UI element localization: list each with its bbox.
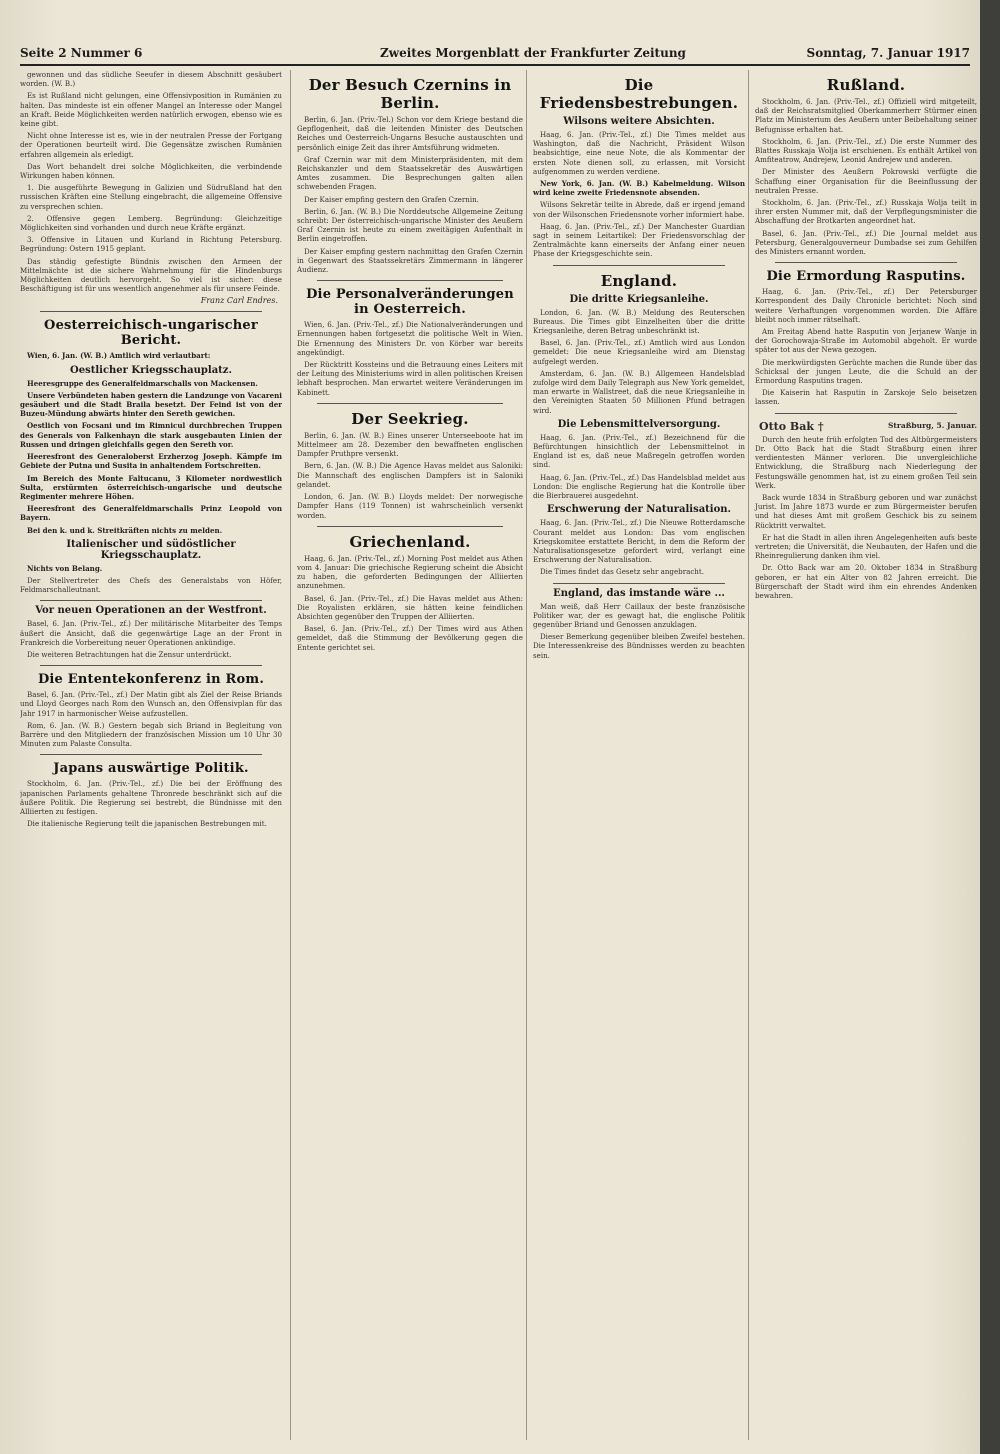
author-signature: Franz Carl Endres.: [200, 296, 278, 306]
headline-rasputin-murder: Die Ermordung Rasputins.: [766, 269, 966, 285]
paragraph: Haag, 6. Jan. (Priv.-Tel., zf.) Der Petersburger Korrespondent des Daily Chronicle berichtet: Noch sind weitere Verhaftungen vorgenommen worden. Die Affäre bleibt noch immer rätselhaft.: [755, 287, 977, 324]
paragraph: Berlin, 6. Jan. (W. B.) Die Norddeutsche Allgemeine Zeitung schreibt: Der österreichisch-ungarische Minister des Aeußern Graf Czernin ist heute zu einem zweitägigen Aufenthalt in Berlin eingetroffen.: [297, 206, 523, 244]
paragraph: Haag, 6. Jan. (Priv.-Tel., zf.) Das Handelsblad meldet aus London: Die englische Regierung hat die Kontrolle über die Bierbrauerei ausgedehnt.: [533, 472, 745, 501]
paragraph: Die weiteren Betrachtungen hat die Zensur unterdrückt.: [27, 649, 232, 659]
paragraph: Haag, 6. Jan. (Priv.-Tel., zf.) Die Times meldet aus Washington, daß die Nachricht, Präsident Wilson beabsichtige, eine neue Note, die als Kommentar der ersten Note dienen soll, zu erlassen, mit Vorsicht aufgenommen zu werden verdiene.: [533, 130, 745, 176]
paragraph: Haag, 6. Jan. (Priv.-Tel., zf.) Der Manchester Guardian sagt in seinem Leitartikel: Der Friedensvorschlag der Zentralmächte kann einerseits der Anfang einer neuen Phase der Kriegsgeschichte sein.: [533, 221, 745, 259]
paragraph: Amsterdam, 6. Jan. (W. B.) Allgemeen Handelsblad zufolge wird dem Daily Telegraph aus New York gemeldet, man erwarte in Wallstreet, daß die neue Kriegsanleihe in den Vereinigten Staaten 50 Millionen Pfund betragen wird.: [533, 368, 745, 415]
paragraph: Wien, 6. Jan. (Priv.-Tel., zf.) Die Nationalveränderungen und Ernennungen haben fortgesetzt die politische Welt in Wien. Die Ernennung des Ministers Dr. von Körber war bereits angekündigt.: [297, 320, 523, 357]
paragraph: Wien, 6. Jan. (W. B.) Amtlich wird verlautbart:: [27, 351, 211, 361]
headline-peace-efforts: Die Friedensbestrebungen.: [539, 76, 739, 112]
paragraph: Stockholm, 6. Jan. (Priv.-Tel., zf.) Die erste Nummer des Blattes Russkaja Wolja ist erschienen. Es enthält Artikel von Amfiteatrow, Andrejew, Leonid Andrejew und anderen.: [755, 136, 977, 165]
paragraph: Der Kaiser empfing gestern nachmittag den Grafen Czernin in Gegenwart des Staatssekretärs Zimmermann in längerer Audienz.: [297, 246, 523, 275]
paragraph: Im Bereich des Monte Faltucanu, 3 Kilometer nordwestlich Sulta, erstürmten österreichisch-ungarische und deutsche Regimenter mehrere Höhen.: [20, 473, 282, 501]
paragraph: New York, 6. Jan. (W. B.) Kabelmeldung. Wilson wird keine zweite Friedensnote absenden.: [533, 179, 745, 198]
paragraph: Nichts von Belang.: [27, 563, 103, 573]
paragraph: Das ständig gefestigte Bündnis zwischen den Armeen der Mittelmächte ist die sichere Wahrnehmung für die Hindenburgs Möglichkeiten deutlich hervorgeht. So viel ist sicher: diese Beschäftigung ist für uns wesentlich angenehmer als für unsere Feinde.: [20, 256, 282, 294]
paragraph: Es ist Rußland nicht gelungen, eine Offensivposition in Rumänien zu halten. Das mindeste ist ein offener Mangel an Interesse oder Mangel an Kraft. Beide Möglichkeiten werden natürlich erwogen, ebenso wie es keine gibt.: [20, 91, 282, 129]
masthead: [20, 44, 970, 66]
paragraph: Oestlich von Focsani und im Rimnicul durchbrechen Truppen des Generals von Falkenhayn die stark ausgebauten Linien der Russen und dringen gleichfalls gegen den Sereth vor.: [20, 421, 282, 449]
divider: [775, 413, 957, 414]
headline-england: England.: [600, 271, 678, 290]
paragraph: 2. Offensive gegen Lemberg. Begründung: Gleichzeitige Möglichkeiten sind vorhanden und durch neue Kräfte ergänzt.: [20, 213, 282, 233]
paragraph: Wilsons Sekretär teilte in Abrede, daß er irgend jemand von der Wilsonschen Friedensnote vorher informiert habe.: [533, 200, 745, 219]
headline-czernin-visit: Der Besuch Czernins in Berlin.: [308, 76, 512, 112]
subheadline-wilson: Wilsons weitere Absichten.: [563, 116, 715, 127]
column-4: [748, 70, 977, 1440]
headline-austria-report: Oesterreichisch-ungarischer Bericht.: [44, 318, 258, 349]
paragraph: gewonnen und das südliche Seeufer in diesem Abschnitt gesäubert worden. (W. B.): [20, 70, 282, 89]
divider: [40, 311, 262, 312]
subheadline-war-loan: Die dritte Kriegsanleihe.: [569, 293, 709, 305]
paragraph: Man weiß, daß Herr Caillaux der beste französische Politiker war, der es gewagt hat, die englische Politik gegenüber Briand und Genossen anzuklagen.: [533, 601, 745, 629]
divider: [40, 754, 262, 755]
paragraph: Der Kaiser empfing gestern den Grafen Czernin.: [304, 194, 479, 204]
paragraph: Basel, 6. Jan. (Priv.-Tel., zf.) Der Times wird aus Athen gemeldet, daß die Stimmung der Bevölkerung gegen die Entente gerichtet sei.: [297, 624, 523, 652]
paragraph: Haag, 6. Jan. (Priv.-Tel., zf.) Morning Post meldet aus Athen vom 4. Januar: Die griechische Regierung scheint die Absicht zu haben, die geforderten Bedingungen der Alliierten anzunehmen.: [297, 553, 523, 591]
paragraph: 1. Die ausgeführte Bewegung in Galizien und Südrußland hat den russischen Kräften eine Stellung eingebracht, die allgemeine Offensive zu versprechen schien.: [20, 183, 282, 211]
headline-russia: Rußland.: [826, 76, 906, 94]
headline-japan-policy: Japans auswärtige Politik.: [53, 761, 249, 777]
subheadline-naturalisation: Erschwerung der Naturalisation.: [546, 504, 732, 516]
paragraph: Rom, 6. Jan. (W. B.) Gestern begab sich Briand in Begleitung von Barrère und den Mitgliedern der französischen Mission um 10 Uhr 30 Minuten zum Palaste Consulta.: [20, 720, 282, 749]
paragraph: Die Kaiserin hat Rasputin in Zarskoje Selo beisetzen lassen.: [755, 388, 977, 407]
book-binding-edge: [980, 0, 1000, 1454]
subheadline-italian-front: Italienischer und südöstlicher Kriegsschauplatz.: [66, 538, 236, 561]
paragraph: Nicht ohne Interesse ist es, wie in der neutralen Presse der Fortgang der Operationen beurteilt wird. Die Gegensätze zwischen Rumänien erfahren allgemein als erledigt.: [20, 131, 282, 159]
paragraph: Durch den heute früh erfolgten Tod des Altbürgermeisters Dr. Otto Back hat die Stadt Straßburg einen ihrer verdientesten Männer verloren. Die unvergleichliche Entwicklung, die Straßburg nach Niederlegung der Festungswälle genommen hat, ist zu einem großen Teil sein Werk.: [755, 434, 977, 490]
headline-naval-war: Der Seekrieg.: [351, 409, 469, 428]
paragraph: Bern, 6. Jan. (W. B.) Die Agence Havas meldet aus Saloniki: Die Mannschaft des englischen Dampfers ist in Saloniki gelandet.: [297, 461, 523, 489]
divider: [775, 262, 957, 263]
paragraph: Stockholm, 6. Jan. (Priv.-Tel., zf.) Die bei der Eröffnung des japanischen Parlaments gehaltene Thronrede beschränkt sich auf die äußere Politik. Die Regierung sei bestrebt, die Bündnisse mit den Alliierten zu festigen.: [20, 779, 282, 816]
paragraph: Berlin, 6. Jan. (W. B.) Eines unserer Unterseeboote hat im Mittelmeer am 28. Dezember den bewaffneten englischen Dampfer Pruthpre versenkt.: [297, 430, 523, 459]
paragraph: London, 6. Jan. (W. B.) Meldung des Reuterschen Bureaus. Die Times gibt Einzelheiten über die dritte Kriegsanleihe, deren Betrag unbeschränkt ist.: [533, 307, 745, 336]
headline-entente-conference: Die Ententekonferenz in Rom.: [37, 672, 265, 688]
divider: [317, 526, 503, 527]
paragraph: Back wurde 1834 in Straßburg geboren und war zunächst Jurist. Im Jahre 1873 wurde er zum Bürgermeister berufen und hat dieses Amt mit großem Geschick bis zu seinem Rücktritt verwaltet.: [755, 492, 977, 530]
paragraph: Die italienische Regierung teilt die japanischen Bestrebungen mit.: [27, 819, 267, 829]
paragraph: Die Times findet das Gesetz sehr angebracht.: [540, 567, 704, 577]
column-1: [20, 70, 282, 1440]
paragraph: Stockholm, 6. Jan. (Priv.-Tel., zf.) Russkaja Wolja teilt in ihrer ersten Nummer mit, daß der Verpflegungsminister die Abschaffung der Brotkarten angeordnet hat.: [755, 198, 977, 226]
paragraph: Heeresfront des Generaloberst Erzherzog Joseph. Kämpfe im Gebiete der Putna und Susita in anhaltendem Fortschreiten.: [20, 452, 282, 471]
paragraph: London, 6. Jan. (W. B.) Lloyds meldet: Der norwegische Dampfer Hans (119 Tonnen) ist wahrscheinlich versenkt worden.: [297, 492, 523, 520]
paragraph: Basel, 6. Jan. (Priv.-Tel., zf.) Die Havas meldet aus Athen: Die Royalisten erklären, sie hätten keine feindlichen Absichten gegenüber den Truppen der Alliierten.: [297, 593, 523, 621]
obituary-name: Otto Bak: [759, 419, 814, 433]
masthead-page-number: Seite 2 Nummer 6: [20, 46, 143, 60]
divider: [40, 600, 262, 601]
subheadline-food-supply: Die Lebensmittelversorgung.: [557, 418, 721, 430]
paragraph: Stockholm, 6. Jan. (Priv.-Tel., zf.) Offiziell wird mitgeteilt, daß der Reichsratsmitglied Oberkammerherr Stürmer einen Platz im Ministerium des Aeußern unter Beibehaltung seiner Befugnisse erhalten hat.: [755, 97, 977, 134]
paragraph: Berlin, 6. Jan. (Priv.-Tel.) Schon vor dem Kriege bestand die Gepflogenheit, daß die leitenden Minister des Deutschen Reiches und Oesterreich-Ungarns Besuche austauschten und persönlich einige Zeit das ihrer Amtsführung widmeten.: [297, 115, 523, 152]
masthead-paper-title: Zweites Morgenblatt der Frankfurter Zeitung: [380, 46, 686, 60]
paragraph: Basel, 6. Jan. (Priv.-Tel., zf.) Der militärische Mitarbeiter des Temps äußert die Ansicht, daß die gegenwärtige Lage an der Front in Frankreich die Vorbereitung neuer Operationen ankündige.: [20, 619, 282, 647]
paragraph: Heeresfront des Generalfeldmarschalls Prinz Leopold von Bayern.: [20, 504, 282, 523]
headline-western-front: Vor neuen Operationen an der Westfront.: [35, 605, 267, 617]
paragraph: Graf Czernin war mit dem Ministerpräsidenten, mit dem Reichskanzler und dem Staatssekretär des Auswärtigen Amtes zusammen. Die Besprechungen galten allen schwebenden Fragen.: [297, 154, 523, 192]
paragraph: Basel, 6. Jan. (Priv.-Tel., zf.) Die Journal meldet aus Petersburg, Generalgouverneur Dumbadse sei zum Gehilfen des Ministers ernannt worden.: [755, 228, 977, 257]
paragraph: Der Rücktritt Kossteins und die Betrauung eines Leiters mit der Leitung des Ministeriums wird in allen politischen Kreisen lebhaft besprochen. Man erwartet weitere Veränderungen im Kabinett.: [297, 360, 523, 397]
paragraph: Basel, 6. Jan. (Priv.-Tel., zf.) Der Matin gibt als Ziel der Reise Briands und Lloyd Georges nach Rom den Wunsch an, den Offensivplan für das Jahr 1917 in harmonischer Weise aufzustellen.: [20, 690, 282, 718]
paragraph: Am Freitag Abend hatte Rasputin von Jerjanew Wanje in der Gorochowaja-Straße im Automobil abgeholt. Er wurde später tot aus der Newa gezogen.: [755, 327, 977, 355]
paragraph: 3. Offensive in Litauen und Kurland in Richtung Petersburg. Begründung: Ostern 1915 geplant.: [20, 235, 282, 254]
paragraph: Basel, 6. Jan. (Priv.-Tel., zf.) Amtlich wird aus London gemeldet: Die neue Kriegsanleihe wird am Dienstag aufgelegt werden.: [533, 338, 745, 366]
headline-personnel-changes: Die Personalveränderungen in Oesterreich.: [306, 287, 514, 318]
paragraph: Die merkwürdigsten Gerüchte machen die Runde über das Schicksal der jungen Leute, die die Schuld an der Ermordung Rasputins tragen.: [755, 357, 977, 386]
subheadline-eastern-front: Oestlicher Kriegsschauplatz.: [70, 364, 232, 376]
paragraph: Unsere Verbündeten haben gestern die Landzunge von Vacareni gesäubert und die Stadt Braila besetzt. Der Feind ist von der Buzeu-Mündung abwärts hinter den Sereth gewichen.: [20, 390, 282, 419]
paragraph: Der Stellvertreter des Chefs des Generalstabs von Höfer, Feldmarschalleutnant.: [20, 575, 282, 595]
obituary-dateline: Straßburg, 5. Januar.: [888, 420, 977, 430]
paragraph: Er hat die Stadt in allen ihren Angelegenheiten aufs beste vertreten; die Universität, die Neubauten, der Hafen und die Rheinregulierung danken ihm viel.: [755, 532, 977, 561]
paragraph: Haag, 6. Jan. (Priv.-Tel., zf.) Bezeichnend für die Befürchtungen hinsichtlich der Lebensmittelnot in England ist es, daß neue Maßregeln getroffen worden sind.: [533, 432, 745, 470]
column-2: [290, 70, 523, 1440]
obituary-heading: [759, 420, 977, 433]
divider: [553, 583, 725, 584]
paragraph: Bei den k. und k. Streitkräften nichts zu melden.: [27, 525, 223, 535]
masthead-date: Sonntag, 7. Januar 1917: [806, 46, 970, 60]
paragraph: Das Wort behandelt drei solche Möglichkeiten, die verbindende Wirkungen haben können.: [20, 161, 282, 181]
divider: [317, 403, 503, 404]
divider: [317, 280, 503, 281]
dagger-icon: †: [817, 419, 824, 433]
paragraph: Heeresgruppe des Generalfeldmarschalls von Mackensen.: [27, 378, 258, 388]
divider: [553, 265, 725, 266]
paragraph: Haag, 6. Jan. (Priv.-Tel., zf.) Die Nieuwe Rotterdamsche Courant meldet aus London: Das vom englischen Kriegskomitee erstattete Bericht, in dem die Reform der Naturalisationsgesetze gefordert wird, verlangt eine Erschwerung der Naturalisation.: [533, 518, 745, 565]
paragraph: Dr. Otto Back war am 20. Oktober 1834 in Straßburg geboren, er hat ein Alter von 82 Jahren erreicht. Die Bürgerschaft der Stadt wird ihm ein ehrendes Andenken bewahren.: [755, 563, 977, 600]
divider: [40, 665, 262, 666]
paragraph: Dieser Bemerkung gegenüber bleiben Zweifel bestehen. Die Interessenkreise des Bündnisses werden zu beachten sein.: [533, 632, 745, 660]
column-3: [526, 70, 745, 1440]
headline-greece: Griechenland.: [349, 532, 471, 551]
paragraph: Der Minister des Aeußern Pokrowski verfügte die Schaffung einer Organisation für die Beeinflussung der neutralen Presse.: [755, 167, 977, 195]
subheadline-england-capable: England, das imstande wäre ...: [553, 587, 725, 599]
